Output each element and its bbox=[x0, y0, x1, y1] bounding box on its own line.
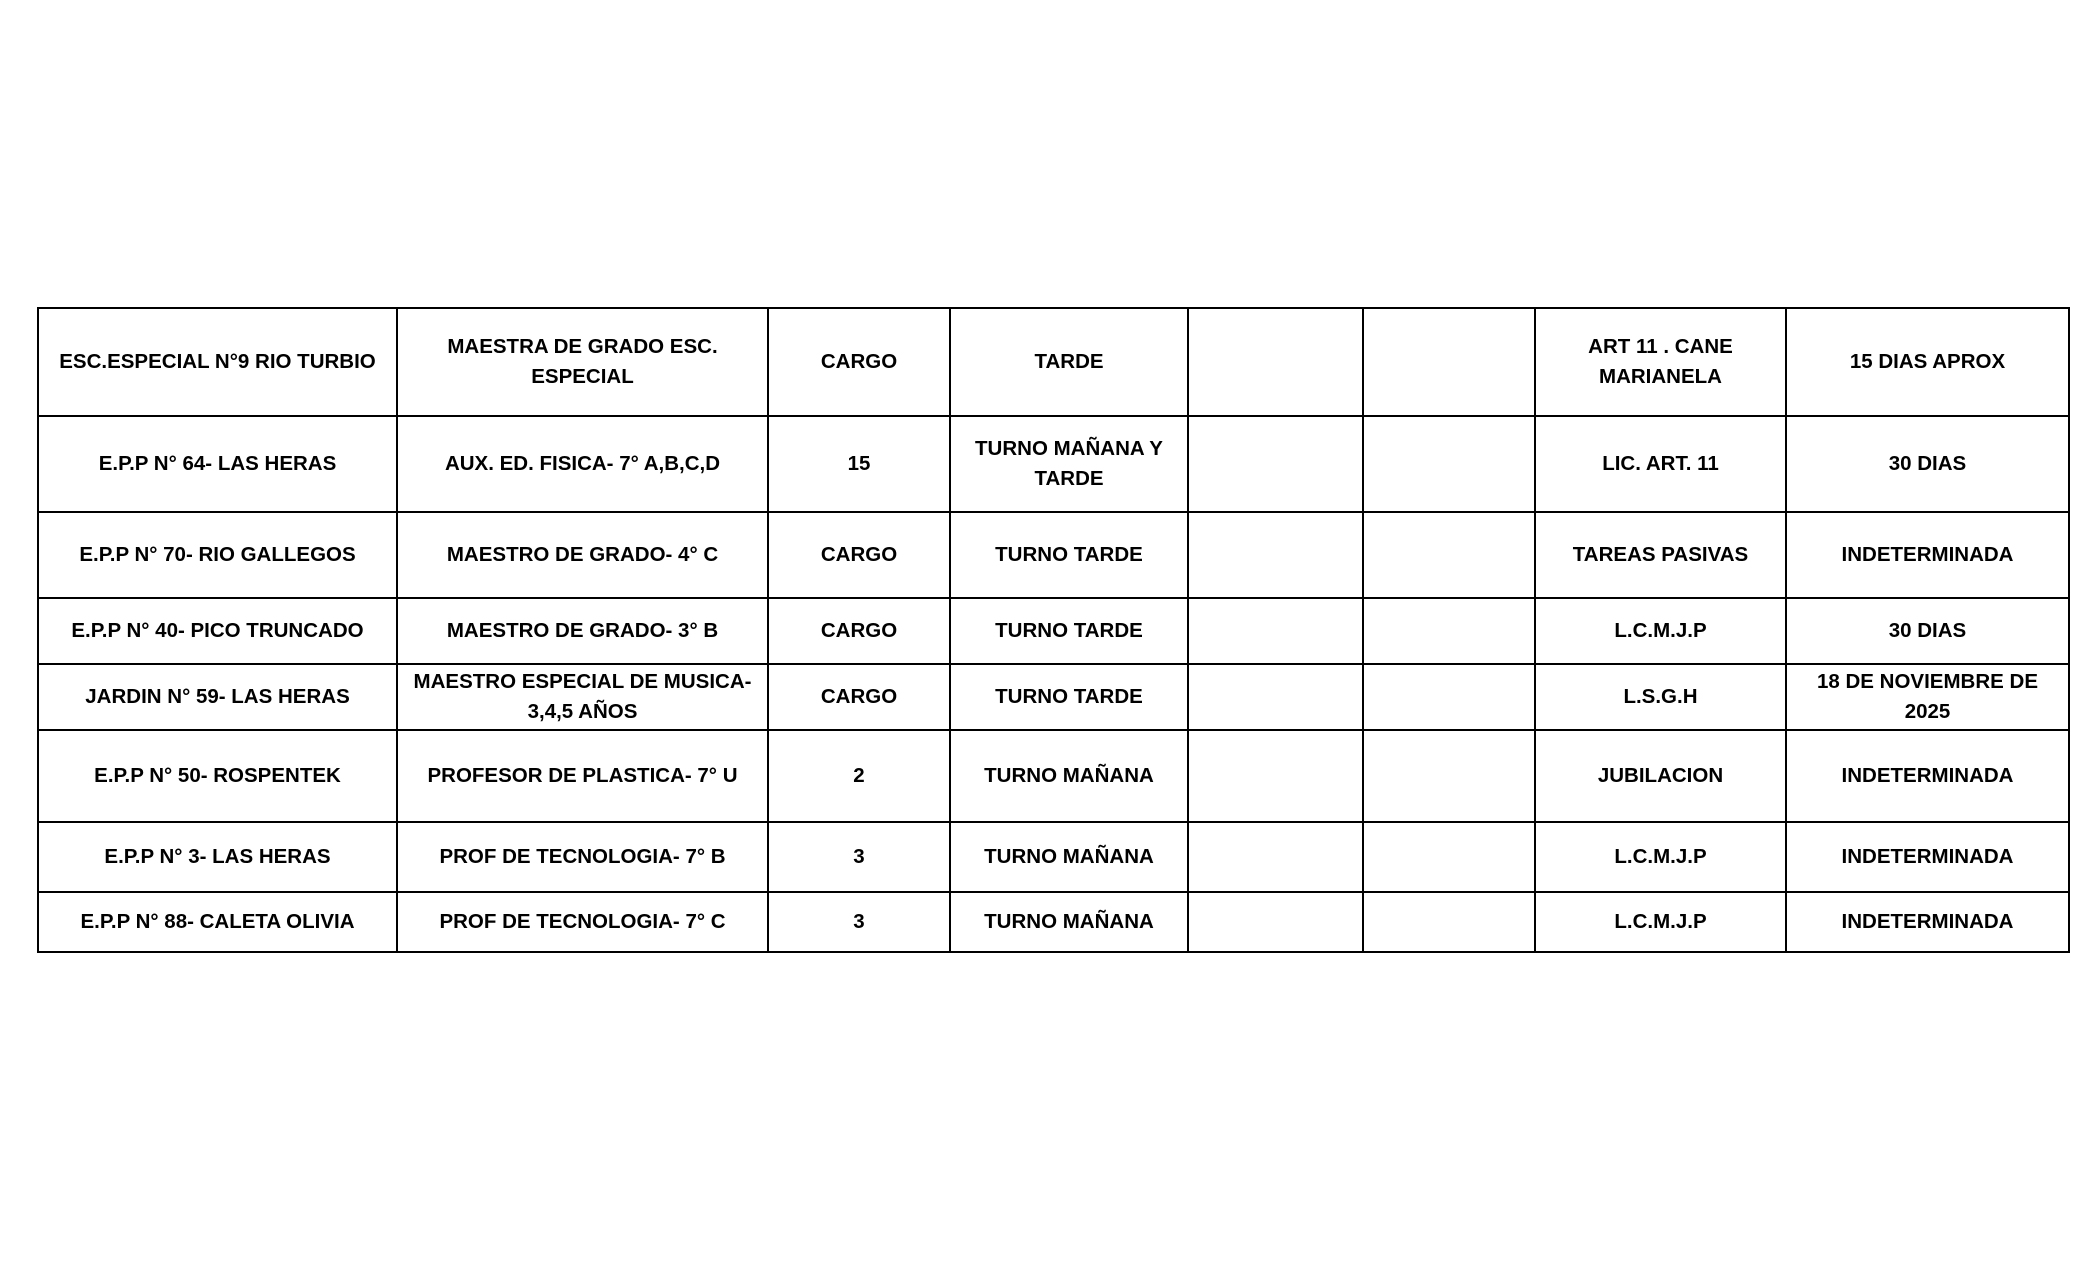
duration-cell: 30 DIAS bbox=[1786, 598, 2069, 664]
shift-cell: TURNO MAÑANA bbox=[950, 892, 1188, 952]
data-table bbox=[37, 307, 2070, 953]
school-cell: JARDIN N° 59- LAS HERAS bbox=[38, 664, 397, 730]
table-row bbox=[38, 730, 2069, 822]
empty-cell bbox=[1363, 730, 1535, 822]
hours-cell: CARGO bbox=[768, 308, 950, 416]
hours-cell: 2 bbox=[768, 730, 950, 822]
position-cell: MAESTRA DE GRADO ESC. ESPECIAL bbox=[397, 308, 768, 416]
table-row bbox=[38, 416, 2069, 512]
empty-cell bbox=[1188, 416, 1363, 512]
empty-cell bbox=[1363, 416, 1535, 512]
position-cell: PROF DE TECNOLOGIA- 7° C bbox=[397, 892, 768, 952]
school-cell: E.P.P N° 40- PICO TRUNCADO bbox=[38, 598, 397, 664]
table-row bbox=[38, 308, 2069, 416]
reason-cell: JUBILACION bbox=[1535, 730, 1786, 822]
duration-cell: 30 DIAS bbox=[1786, 416, 2069, 512]
empty-cell bbox=[1363, 598, 1535, 664]
reason-cell: ART 11 . CANE MARIANELA bbox=[1535, 308, 1786, 416]
empty-cell bbox=[1363, 664, 1535, 730]
table-row bbox=[38, 598, 2069, 664]
hours-cell: 3 bbox=[768, 892, 950, 952]
reason-cell: LIC. ART. 11 bbox=[1535, 416, 1786, 512]
empty-cell bbox=[1363, 512, 1535, 598]
reason-cell: L.C.M.J.P bbox=[1535, 598, 1786, 664]
duration-cell: 15 DIAS APROX bbox=[1786, 308, 2069, 416]
shift-cell: TURNO MAÑANA Y TARDE bbox=[950, 416, 1188, 512]
hours-cell: CARGO bbox=[768, 664, 950, 730]
duration-cell: INDETERMINADA bbox=[1786, 822, 2069, 892]
hours-cell: 15 bbox=[768, 416, 950, 512]
school-cell: E.P.P N° 50- ROSPENTEK bbox=[38, 730, 397, 822]
duration-cell: INDETERMINADA bbox=[1786, 730, 2069, 822]
school-cell: E.P.P N° 70- RIO GALLEGOS bbox=[38, 512, 397, 598]
reason-cell: L.C.M.J.P bbox=[1535, 822, 1786, 892]
empty-cell bbox=[1188, 512, 1363, 598]
position-cell: MAESTRO ESPECIAL DE MUSICA- 3,4,5 AÑOS bbox=[397, 664, 768, 730]
position-cell: AUX. ED. FISICA- 7° A,B,C,D bbox=[397, 416, 768, 512]
position-cell: PROF DE TECNOLOGIA- 7° B bbox=[397, 822, 768, 892]
school-cell: E.P.P N° 88- CALETA OLIVIA bbox=[38, 892, 397, 952]
school-cell: ESC.ESPECIAL N°9 RIO TURBIO bbox=[38, 308, 397, 416]
position-cell: MAESTRO DE GRADO- 4° C bbox=[397, 512, 768, 598]
school-cell: E.P.P N° 64- LAS HERAS bbox=[38, 416, 397, 512]
empty-cell bbox=[1188, 822, 1363, 892]
shift-cell: TARDE bbox=[950, 308, 1188, 416]
reason-cell: L.S.G.H bbox=[1535, 664, 1786, 730]
table-row bbox=[38, 822, 2069, 892]
duration-cell: 18 DE NOVIEMBRE DE 2025 bbox=[1786, 664, 2069, 730]
shift-cell: TURNO MAÑANA bbox=[950, 730, 1188, 822]
shift-cell: TURNO MAÑANA bbox=[950, 822, 1188, 892]
empty-cell bbox=[1188, 664, 1363, 730]
school-cell: E.P.P N° 3- LAS HERAS bbox=[38, 822, 397, 892]
table-row bbox=[38, 892, 2069, 952]
shift-cell: TURNO TARDE bbox=[950, 664, 1188, 730]
empty-cell bbox=[1188, 730, 1363, 822]
shift-cell: TURNO TARDE bbox=[950, 598, 1188, 664]
hours-cell: CARGO bbox=[768, 598, 950, 664]
table-row bbox=[38, 512, 2069, 598]
shift-cell: TURNO TARDE bbox=[950, 512, 1188, 598]
empty-cell bbox=[1363, 822, 1535, 892]
position-cell: PROFESOR DE PLASTICA- 7° U bbox=[397, 730, 768, 822]
duration-cell: INDETERMINADA bbox=[1786, 892, 2069, 952]
table-row bbox=[38, 664, 2069, 730]
duration-cell: INDETERMINADA bbox=[1786, 512, 2069, 598]
hours-cell: CARGO bbox=[768, 512, 950, 598]
reason-cell: L.C.M.J.P bbox=[1535, 892, 1786, 952]
hours-cell: 3 bbox=[768, 822, 950, 892]
empty-cell bbox=[1188, 892, 1363, 952]
empty-cell bbox=[1188, 598, 1363, 664]
empty-cell bbox=[1363, 308, 1535, 416]
empty-cell bbox=[1363, 892, 1535, 952]
empty-cell bbox=[1188, 308, 1363, 416]
position-cell: MAESTRO DE GRADO- 3° B bbox=[397, 598, 768, 664]
reason-cell: TAREAS PASIVAS bbox=[1535, 512, 1786, 598]
